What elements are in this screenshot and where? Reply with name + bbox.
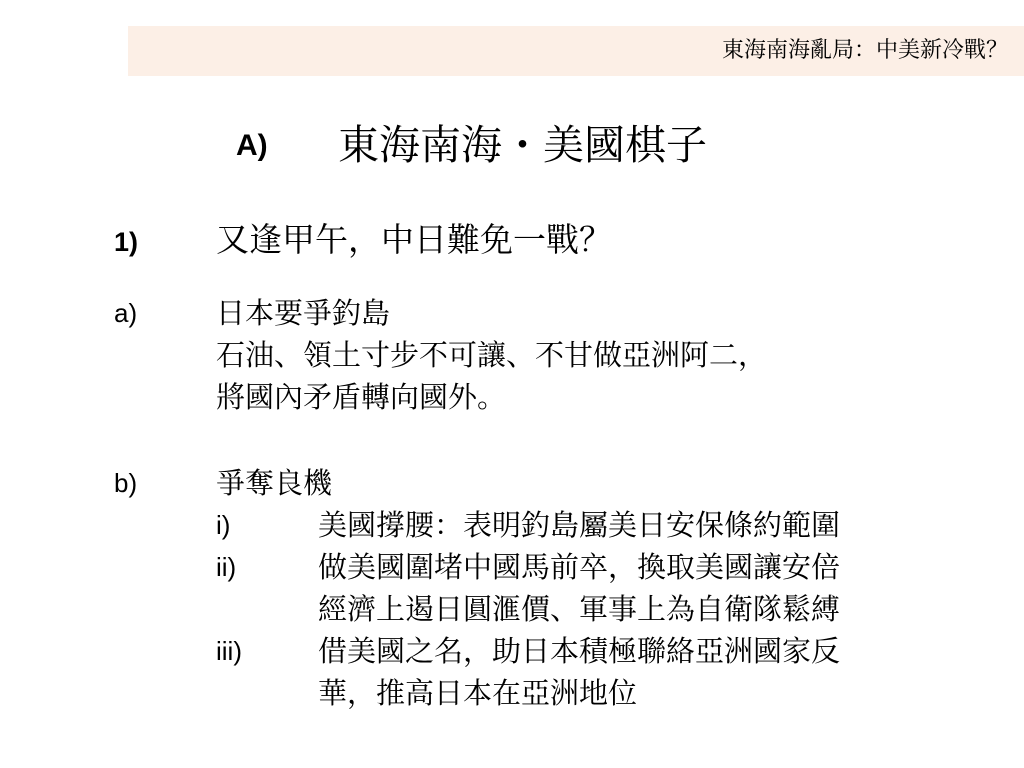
subitem-a-line: 石油、領土寸步不可讓、不甘做亞洲阿二， [216, 338, 768, 372]
point-ii-line: 經濟上遏日圓滙價、軍事上為自衛隊鬆縛 [318, 592, 841, 626]
item-marker: 1) [114, 227, 139, 257]
header-title: 東海南海亂局：中美新冷戰？ [721, 38, 1008, 63]
subitem-a-line: 將國內矛盾轉向國外。 [216, 380, 507, 414]
item-title: 又逢甲午，中日難免一戰？ [216, 220, 612, 259]
subitem-b-heading: 爭奪良機 [216, 466, 333, 500]
point-ii-line: 做美國圍堵中國馬前卒，換取美國讓安倍 [318, 550, 841, 584]
point-i-marker: i) [216, 510, 231, 540]
subitem-a-line: 日本要爭釣島 [216, 296, 391, 330]
point-iii-line: 借美國之名，助日本積極聯絡亞洲國家反 [318, 634, 841, 668]
point-iii-line: 華，推高日本在亞洲地位 [318, 676, 638, 710]
section-marker: A) [236, 129, 268, 162]
point-i-line: 美國撐腰：表明釣島屬美日安保條約範圍 [318, 508, 841, 542]
point-ii-marker: ii) [216, 552, 237, 582]
section-title: 東海南海・美國棋子 [338, 121, 707, 169]
subitem-a-marker: a) [114, 298, 138, 328]
subitem-b-marker: b) [114, 468, 138, 498]
header-banner [128, 26, 1024, 76]
point-iii-marker: iii) [216, 636, 242, 666]
